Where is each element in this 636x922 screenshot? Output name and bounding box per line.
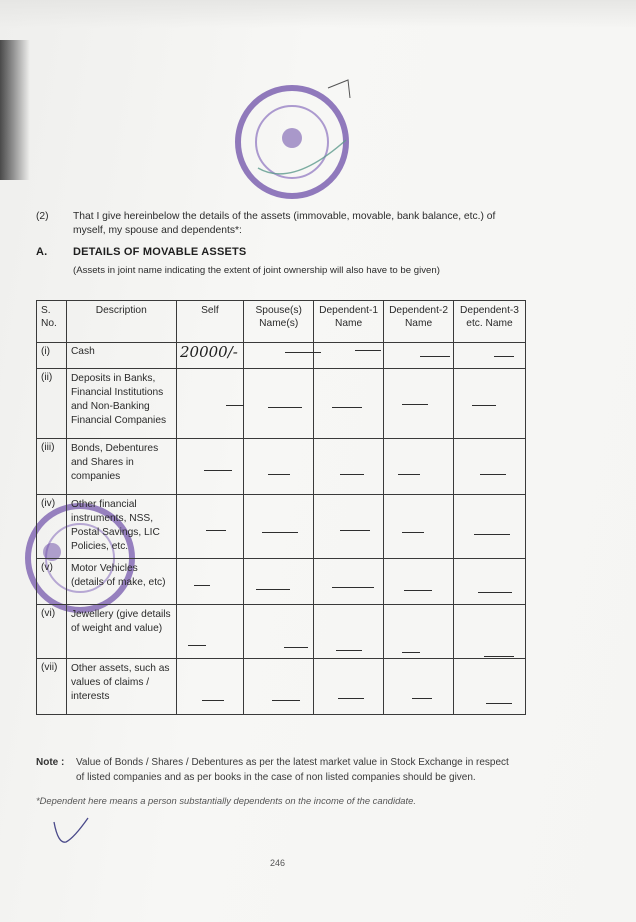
cell-spouse: [244, 559, 314, 605]
cell-spouse: [244, 659, 314, 715]
nil-dash: [486, 703, 512, 704]
nil-dash: [285, 352, 321, 353]
header-s-no: S. No.: [37, 301, 67, 343]
paragraph-number: (2): [36, 211, 49, 222]
cell-dependent-1: [314, 369, 384, 439]
header-dependent-1: Dependent-1 Name: [314, 301, 384, 343]
table-header-row: [37, 301, 526, 343]
table-row: [37, 559, 526, 605]
row-description: Deposits in Banks, Financial Institutions and Non-Banking Financial Companies: [66, 369, 176, 439]
note-line-2: of listed companies and as per books in the case of non listed companies should be given.: [76, 772, 476, 783]
cell-dependent-3: [454, 495, 526, 559]
table-row: [37, 495, 526, 559]
nil-dash: [268, 474, 290, 475]
cell-spouse: [244, 605, 314, 659]
cell-dependent-2: [384, 605, 454, 659]
row-number: (iii): [37, 439, 67, 495]
nil-dash: [206, 530, 226, 531]
table-row: [37, 439, 526, 495]
cell-self: [176, 559, 244, 605]
section-letter: A.: [36, 246, 48, 258]
nil-dash: [402, 404, 428, 405]
row-description: Motor Vehicles (details of make, etc): [66, 559, 176, 605]
cell-spouse: [244, 439, 314, 495]
signature-icon: [50, 812, 94, 852]
cell-dependent-1: [314, 659, 384, 715]
nil-dash: [340, 530, 370, 531]
cell-dependent-2: [384, 659, 454, 715]
nil-dash: [484, 656, 514, 657]
header-description: Description: [66, 301, 176, 343]
row-description: Cash: [66, 343, 176, 369]
row-number: (i): [37, 343, 67, 369]
row-description: Bonds, Debentures and Shares in companies: [66, 439, 176, 495]
nil-dash: [420, 356, 450, 357]
cell-dependent-2: [384, 495, 454, 559]
nil-dash: [412, 698, 432, 699]
header-spouse: Spouse(s) Name(s): [244, 301, 314, 343]
nil-dash: [332, 407, 362, 408]
cell-spouse: [244, 369, 314, 439]
nil-dash: [272, 700, 300, 701]
note-line-1: Value of Bonds / Shares / Debentures as per the latest market value in Stock Exchange in respect: [76, 757, 509, 768]
paragraph-line-2: myself, my spouse and dependents*:: [73, 225, 242, 236]
cell-self: [176, 495, 244, 559]
cell-dependent-3: [454, 343, 526, 369]
cell-self: [176, 369, 244, 439]
nil-dash: [480, 474, 506, 475]
handwritten-cash-amount: 20000/-: [180, 343, 238, 361]
cell-spouse: [244, 495, 314, 559]
nil-dash: [262, 532, 298, 533]
official-seal-stamp-icon: [228, 78, 356, 206]
scan-top-shadow: [0, 0, 636, 28]
cell-self: [176, 659, 244, 715]
nil-dash: [402, 532, 424, 533]
cell-dependent-1: [314, 559, 384, 605]
nil-dash: [332, 587, 374, 588]
cell-dependent-2: [384, 559, 454, 605]
cell-dependent-1: [314, 343, 384, 369]
movable-assets-table: [36, 300, 526, 715]
paragraph-line-1: That I give hereinbelow the details of the assets (immovable, movable, bank balance, etc.) of: [73, 211, 496, 222]
note-label: Note :: [36, 757, 65, 768]
footnote: *Dependent here means a person substantially dependents on the income of the candidate.: [36, 795, 416, 806]
cell-dependent-2: [384, 439, 454, 495]
nil-dash: [355, 350, 381, 351]
nil-dash: [478, 592, 512, 593]
nil-dash: [494, 356, 514, 357]
nil-dash: [194, 585, 210, 586]
nil-dash: [188, 645, 206, 646]
cell-self: [176, 439, 244, 495]
nil-dash: [268, 407, 302, 408]
table-row: [37, 659, 526, 715]
cell-dependent-1: [314, 495, 384, 559]
row-number: (vii): [37, 659, 67, 715]
row-description: Other assets, such as values of claims / interests: [66, 659, 176, 715]
nil-dash: [204, 470, 232, 471]
row-number: (iv): [37, 495, 67, 559]
cell-dependent-1: [314, 439, 384, 495]
nil-dash: [340, 474, 364, 475]
cell-dependent-3: [454, 605, 526, 659]
scan-corner-shadow: [0, 40, 30, 180]
nil-dash: [226, 405, 244, 406]
nil-dash: [402, 652, 420, 653]
page-number: 246: [270, 858, 286, 868]
nil-dash: [472, 405, 496, 406]
table-row: [37, 343, 526, 369]
nil-dash: [284, 647, 308, 648]
nil-dash: [398, 474, 420, 475]
nil-dash: [338, 698, 364, 699]
cell-spouse: [244, 343, 314, 369]
nil-dash: [256, 589, 290, 590]
row-number: (ii): [37, 369, 67, 439]
nil-dash: [404, 590, 432, 591]
nil-dash: [336, 650, 362, 651]
section-subtitle: (Assets in joint name indicating the extent of joint ownership will also have to be given): [73, 265, 440, 276]
cell-dependent-3: [454, 659, 526, 715]
header-self: Self: [176, 301, 244, 343]
row-number: (vi): [37, 605, 67, 659]
cell-self: [176, 605, 244, 659]
nil-dash: [202, 700, 224, 701]
table-row: [37, 369, 526, 439]
section-title: DETAILS OF MOVABLE ASSETS: [73, 246, 247, 258]
row-description: Other financial instruments, NSS, Postal Savings, LIC Policies, etc.: [66, 495, 176, 559]
nil-dash: [474, 534, 510, 535]
header-dependent-2: Dependent-2 Name: [384, 301, 454, 343]
cell-dependent-3: [454, 559, 526, 605]
table-row: [37, 605, 526, 659]
cell-dependent-3: [454, 439, 526, 495]
row-number: (v): [37, 559, 67, 605]
row-description: Jewellery (give details of weight and value): [66, 605, 176, 659]
header-dependent-3: Dependent-3 etc. Name: [454, 301, 526, 343]
cell-dependent-3: [454, 369, 526, 439]
